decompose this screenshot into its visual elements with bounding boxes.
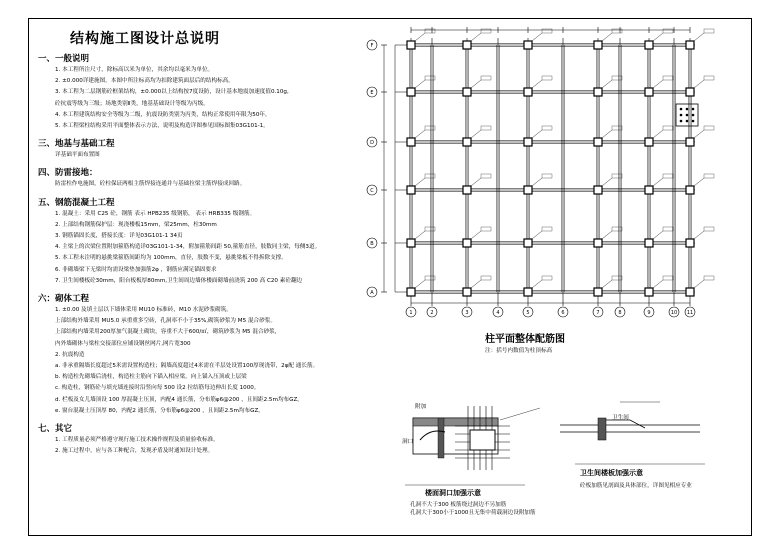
column-leader bbox=[532, 178, 542, 186]
column-tag bbox=[542, 29, 552, 33]
column bbox=[645, 88, 653, 96]
column bbox=[594, 186, 602, 194]
column bbox=[594, 239, 602, 247]
plan-caption: 柱平面整体配筋图 bbox=[485, 334, 565, 345]
column-leader bbox=[602, 130, 612, 138]
detail1-note1: 孔洞不大于300 板筋绕过洞边不另加筋 bbox=[410, 502, 507, 508]
column bbox=[645, 288, 653, 296]
note-line: b. 构造柱先砌墙后浇柱，构造柱主筋向下锚入相应梁，向上锚入压顶或上层梁 bbox=[55, 374, 247, 381]
column-tag bbox=[704, 227, 714, 231]
column-tag bbox=[704, 29, 714, 33]
column bbox=[686, 186, 694, 194]
column-leader bbox=[532, 80, 542, 88]
column-leader bbox=[415, 130, 425, 138]
column-leader bbox=[653, 33, 663, 41]
column bbox=[594, 88, 602, 96]
column-leader bbox=[415, 231, 425, 239]
note-line: c. 构造柱，钢筋砼与填充墙连接时沿竖向每 500 设2 拉结筋每边伸出长度 1000。 bbox=[55, 385, 260, 392]
axis-label: 5 bbox=[526, 310, 530, 316]
column-leader bbox=[602, 80, 612, 88]
note-line: 5. 本工程梁柱结构采用平面整体表示方法，说明及构造详图参见国标图集03G101-1。 bbox=[55, 123, 269, 129]
column bbox=[463, 138, 471, 146]
axis-label: 9 bbox=[647, 310, 651, 316]
axis-label: 10 bbox=[670, 310, 678, 316]
column-tag bbox=[481, 276, 491, 280]
column bbox=[686, 88, 694, 96]
column-tag bbox=[612, 227, 622, 231]
column bbox=[594, 288, 602, 296]
axis-label: 8 bbox=[618, 310, 622, 316]
column-tag bbox=[663, 174, 673, 178]
note-line: a. 非承重隔墙长度超过5米需设置构造柱；隔墙高度超过4米需在半层处设置100厚现浇带，2φ配 通长筋。 bbox=[55, 363, 319, 369]
column bbox=[524, 239, 532, 247]
rebar-dot bbox=[680, 114, 683, 117]
note-line: 6. 非砌墙梁下无梁时均需设梁垫加强筋2φ ，钢筋应满足锚固要求 bbox=[55, 266, 217, 273]
rebar-dot bbox=[686, 120, 689, 123]
detail2-note: 砼板加筋见剖面及具体部位，详图见相应专业 bbox=[580, 483, 692, 489]
detail1-note2: 孔洞大于300小于1000且无集中荷载洞边设附加筋 bbox=[410, 510, 536, 516]
note-line: 1. 本工程所注尺寸，除标高以米为单位，其余均以毫米为单位。 bbox=[55, 67, 214, 73]
axis-label: 7 bbox=[596, 310, 600, 316]
column bbox=[407, 41, 415, 49]
column bbox=[407, 88, 415, 96]
column-tag bbox=[663, 227, 673, 231]
column-leader bbox=[694, 33, 704, 41]
column bbox=[645, 41, 653, 49]
column bbox=[686, 239, 694, 247]
section-heading: 五、钢筋混凝土工程 bbox=[38, 197, 115, 208]
section-heading: 七、其它 bbox=[38, 424, 73, 434]
note-line: 2. 施工过程中，应与各工种配合，发现矛盾及时通知设计处理。 bbox=[55, 448, 214, 455]
column-leader bbox=[471, 80, 481, 88]
note-line: 1. 工程质量必须严格遵守现行施工技术操作规程及质量验收标准。 bbox=[55, 437, 219, 443]
column bbox=[524, 41, 532, 49]
column-tag bbox=[704, 174, 714, 178]
column bbox=[645, 239, 653, 247]
detail1-caption: 楼面洞口加强示意 bbox=[425, 488, 481, 497]
column-tag bbox=[481, 76, 491, 80]
column bbox=[524, 288, 532, 296]
column-leader bbox=[653, 178, 663, 186]
column-leader bbox=[694, 280, 704, 288]
note-line: 2. ±0.000详建施图。本图中所注标高均为扣除建筑面层后的结构标高。 bbox=[55, 78, 234, 85]
column bbox=[686, 138, 694, 146]
column-tag bbox=[425, 29, 435, 33]
note-line: e. 窗台混凝土压顶厚 80，内配2 通长筋，分布筋φ6@200 ，且间距2.5m均布GZ。 bbox=[55, 407, 264, 414]
column bbox=[463, 88, 471, 96]
rebar-dot bbox=[692, 108, 695, 111]
column-leader bbox=[602, 280, 612, 288]
axis-label: 1 bbox=[409, 310, 413, 316]
column-tag bbox=[612, 76, 622, 80]
column-leader bbox=[653, 280, 663, 288]
column-tag bbox=[481, 29, 491, 33]
axis-label: 6 bbox=[561, 310, 565, 316]
rebar-dot bbox=[692, 114, 695, 117]
column-leader bbox=[471, 130, 481, 138]
column bbox=[594, 41, 602, 49]
note-line: 2. 上部结构钢筋保护层：现浇楼板15mm，梁25mm，柱30mm bbox=[55, 221, 217, 228]
axis-label: 3 bbox=[465, 310, 469, 316]
column-tag bbox=[481, 227, 491, 231]
column bbox=[686, 288, 694, 296]
axis-label: D bbox=[370, 140, 374, 146]
section-heading: 三、地基与基础工程 bbox=[38, 139, 115, 150]
note-line: 4. 本工程建筑结构安全等级为二级，抗震设防类别为丙类，结构正常使用年限为50年。 bbox=[55, 111, 271, 118]
column-leader bbox=[653, 231, 663, 239]
column-leader bbox=[415, 178, 425, 186]
rebar-dot bbox=[680, 108, 683, 111]
column-leader bbox=[532, 33, 542, 41]
column-leader bbox=[694, 130, 704, 138]
column bbox=[645, 186, 653, 194]
column-leader bbox=[415, 80, 425, 88]
column-leader bbox=[471, 231, 481, 239]
column bbox=[463, 41, 471, 49]
column bbox=[463, 288, 471, 296]
column-leader bbox=[532, 280, 542, 288]
column-leader bbox=[653, 130, 663, 138]
column bbox=[524, 138, 532, 146]
column-tag bbox=[704, 276, 714, 280]
axis-label: C bbox=[370, 188, 374, 194]
column-leader bbox=[602, 33, 612, 41]
detail2-label: 卫生间 bbox=[612, 415, 629, 421]
column-tag bbox=[663, 76, 673, 80]
note-line: 上部结构外墙采用 MU5.0 承重重多空砖，孔洞率不小于35%,砌筑砂浆为 M5 混合砂浆。 bbox=[55, 318, 276, 325]
section-heading: 四、防雷接地： bbox=[38, 168, 98, 179]
column-tag bbox=[612, 276, 622, 280]
column bbox=[686, 41, 694, 49]
axis-label: 2 bbox=[430, 310, 434, 316]
column-leader bbox=[653, 80, 663, 88]
column bbox=[407, 239, 415, 247]
column-tag bbox=[481, 126, 491, 130]
column-leader bbox=[694, 80, 704, 88]
rebar-dot bbox=[686, 114, 689, 117]
column-leader bbox=[471, 178, 481, 186]
column bbox=[407, 138, 415, 146]
column bbox=[524, 88, 532, 96]
column-tag bbox=[704, 76, 714, 80]
column-leader bbox=[471, 280, 481, 288]
axis-label: A bbox=[370, 290, 374, 296]
axis-label: F bbox=[370, 43, 374, 49]
column-leader bbox=[532, 231, 542, 239]
column-tag bbox=[663, 126, 673, 130]
column bbox=[407, 288, 415, 296]
axis-label: 11 bbox=[686, 310, 694, 316]
column-leader bbox=[415, 33, 425, 41]
column bbox=[463, 186, 471, 194]
detail1-label-opening: 洞口 bbox=[402, 439, 414, 445]
column bbox=[594, 138, 602, 146]
rebar-dot bbox=[686, 108, 689, 111]
column-leader bbox=[694, 231, 704, 239]
column-leader bbox=[602, 178, 612, 186]
column-tag bbox=[542, 76, 552, 80]
column-tag bbox=[542, 174, 552, 178]
note-line: 上部结构内墙采用200厚加气混凝土砌块，容重不大于600/㎡，砌筑砂浆为 M5 混合砂浆， bbox=[55, 329, 281, 336]
column-tag bbox=[542, 227, 552, 231]
column bbox=[524, 186, 532, 194]
page-title: 结构施工图设计总说明 bbox=[70, 31, 220, 47]
rebar-dot bbox=[680, 120, 683, 123]
column-leader bbox=[415, 280, 425, 288]
note-line: 4. 主梁上的次梁位置附加箍筋构造详03G101-1-34，附加箍筋间距 50,箍筋直径，肢数同主梁，每侧3道。 bbox=[55, 244, 321, 251]
column-leader bbox=[471, 33, 481, 41]
rebar-dot bbox=[692, 120, 695, 123]
note-line: 7. 卫生间楼板砼30mm，阳台板板厚80mm,卫生间周边墙体楼面砌墙前浇筑 200 高 C20 素砼翻边 bbox=[55, 277, 303, 284]
column-tag bbox=[612, 29, 622, 33]
column-leader bbox=[602, 231, 612, 239]
column-leader bbox=[694, 178, 704, 186]
axis-label: E bbox=[370, 90, 374, 96]
axis-label: 4 bbox=[496, 310, 500, 316]
column-tag bbox=[663, 29, 673, 33]
detail1-label-top: 附加 bbox=[415, 404, 427, 410]
column-tag bbox=[481, 174, 491, 178]
column-tag bbox=[704, 126, 714, 130]
note-line: 砼抗震等级为三级；场地类别Ⅱ类，地基基础设计等级为丙级。 bbox=[55, 100, 209, 107]
column bbox=[463, 239, 471, 247]
column-leader bbox=[532, 130, 542, 138]
column-tag bbox=[612, 126, 622, 130]
note-line: 1. ±0.00 及填土层以下墙体采用 MU10 标准砖，M10 水泥砂浆砌筑。 bbox=[55, 307, 232, 313]
note-line: d. 栏板及女儿墙顶设 100 厚混凝土压顶，内配4 通长筋，分布筋φ6@200 ，且间距2.5m均布GZ。 bbox=[55, 396, 303, 403]
note-line: 3. 本工程为二层钢筋砼框架结构，±0.000以上结构按7度设防，设计基本地震加速度值0.10g, bbox=[55, 89, 289, 96]
note-line: 5. 本工程未注明的悬挑梁箍筋间距均为 100mm，直径，肢数不变，悬挑梁板不得拆除支撑。 bbox=[55, 255, 287, 262]
column bbox=[645, 138, 653, 146]
note-line: 2. 抗震构造 bbox=[55, 351, 85, 358]
plan-note: 注：括号内数值为柱顶标高 bbox=[485, 348, 553, 354]
note-line: 内外墙砌体与梁柱交接部位应铺设钢丝网片,网片宽300 bbox=[55, 340, 191, 347]
detail2-caption: 卫生间楼板加强示意 bbox=[580, 468, 643, 477]
section-heading: 一、一般说明 bbox=[38, 54, 90, 64]
section-heading: 六：砌体工程 bbox=[38, 294, 90, 304]
column bbox=[407, 186, 415, 194]
column-tag bbox=[612, 174, 622, 178]
note-line: 防雷柱作电施图，砼柱保证两根主筋焊接连通并与基础拉梁主筋焊接成回路。 bbox=[55, 181, 246, 188]
column-tag bbox=[542, 126, 552, 130]
axis-label: B bbox=[370, 241, 374, 247]
note-line: 详基础平面布置图 bbox=[55, 152, 100, 159]
column-tag bbox=[542, 276, 552, 280]
column-tag bbox=[663, 276, 673, 280]
note-line: 3. 钢筋锚固长度，搭接长度：详见03G101-1 34页 bbox=[55, 233, 183, 239]
note-line: 1. 混凝土：采用 C25 砼，钢筋 表示 HPB235 级钢筋， 表示 HRB335 级钢筋。 bbox=[55, 210, 256, 217]
